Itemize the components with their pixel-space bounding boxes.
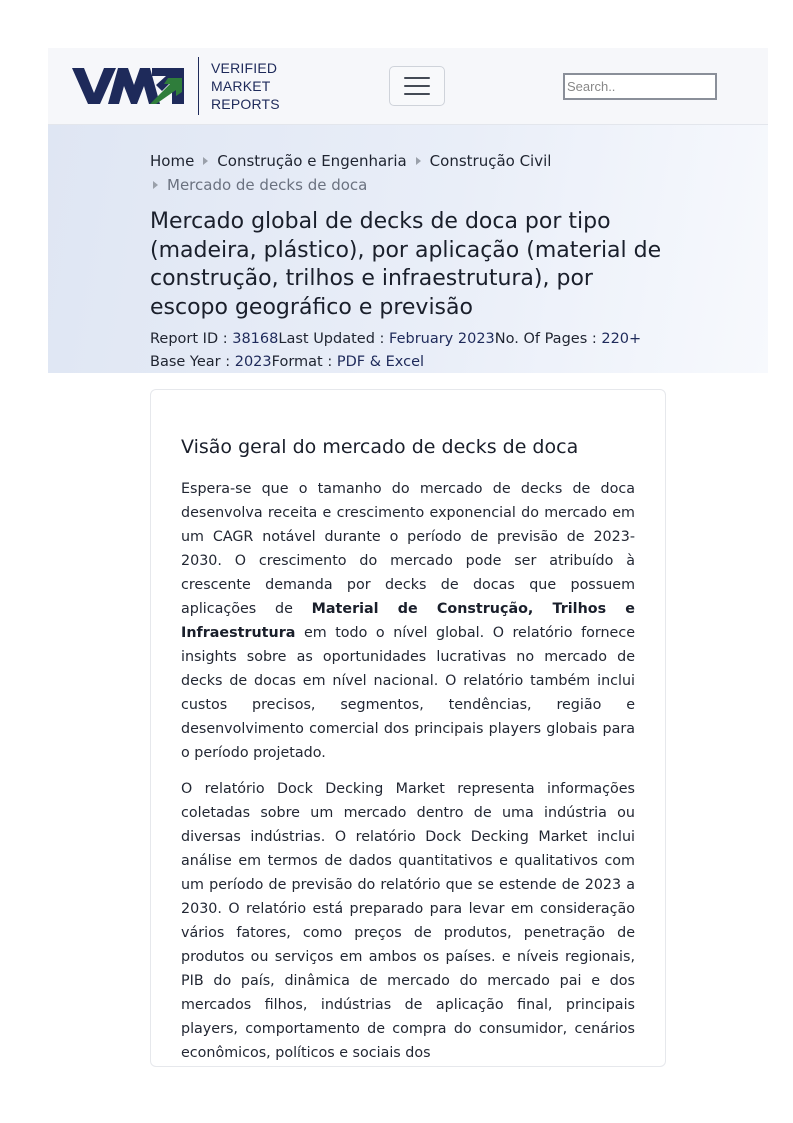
logo-wordmark [211,59,280,113]
hamburger-icon-bar [404,93,430,95]
hamburger-icon-bar [404,85,430,87]
logo-line-3: REPORTS [211,96,280,112]
overview-p1-applications: Material de Construção, Trilhos e Infraestrutura [181,601,635,641]
chevron-right-icon [203,157,208,165]
search-input[interactable] [563,73,717,100]
breadcrumb-construction-engineering[interactable]: Construção e Engenharia [217,152,407,170]
page-title: Mercado global de decks de doca por tipo (madeira, plástico), por aplicação (material de construção, trilhos e infraestrutura), por escopo geográfico e previsão [150,209,662,320]
chevron-right-icon [153,181,158,189]
logo-line-1: VERIFIED [211,60,278,76]
breadcrumb-home[interactable]: Home [150,152,195,170]
menu-toggle-button[interactable] [389,66,445,106]
logo[interactable] [72,57,280,115]
pages-value: 220+ [601,331,642,347]
report-id-value: 38168 [232,331,279,347]
overview-paragraph-1 [181,477,635,765]
report-meta-line-1 [150,328,690,351]
last-updated-label: Last Updated : [278,331,390,347]
report-hero [48,125,768,373]
site-header [48,48,768,125]
overview-p1-start: Espera-se que o tamanho do mercado de decks de doca desenvolva receita e crescimento exponencial do mercado em um CAGR notável durante o período de previsão de 2023-2030. O crescimento do mercado pode ser atribuído à crescente demanda por decks de docas que possuem aplicações de [181,481,635,617]
vmr-logo-icon [72,67,184,105]
base-year-value: 2023 [234,354,272,370]
breadcrumb-civil-construction[interactable]: Construção Civil [429,152,552,170]
overview-card [150,389,666,1067]
format-label: Format : [271,354,337,370]
hamburger-icon-bar [404,77,430,79]
overview-p1-end: em todo o nível global. O relatório fornece insights sobre as oportunidades lucrativas no mercado de decks de docas em nível nacional. O relatório também inclui custos precisos, segmentos, tendências, região e desenvolvimento comercial dos principais players globais para o período projetado. [181,625,635,761]
breadcrumb-current: Mercado de decks de doca [167,176,368,194]
breadcrumb [150,149,670,197]
overview-heading: Visão geral do mercado de decks de doca [181,436,579,458]
chevron-right-icon [416,157,421,165]
logo-line-2: MARKET [211,78,271,94]
last-updated-value: February 2023 [389,331,495,347]
overview-body [181,477,635,1067]
report-meta-line-2 [150,351,690,374]
logo-divider [198,57,199,115]
report-meta [150,328,690,374]
report-id-label: Report ID : [150,331,233,347]
pages-label: No. Of Pages : [494,331,602,347]
overview-paragraph-2: O relatório Dock Decking Market representa informações coletadas sobre um mercado dentro de uma indústria ou diversas indústrias. O relatório Dock Decking Market inclui análise em termos de dados quantitativos e qualitativos com um período de previsão do relatório que se estende de 2023 a 2030. O relatório está preparado para levar em consideração vários fatores, como preços de produtos, penetração de produtos ou serviços em ambos os países. e níveis regionais, PIB do país, dinâmica de mercado do mercado pai e dos mercados filhos, indústrias de aplicação final, principais players, comportamento de compra do consumidor, cenários econômicos, políticos e sociais dos [181,781,635,1061]
base-year-label: Base Year : [150,354,235,370]
page [48,48,768,1061]
format-value: PDF & Excel [336,354,425,370]
